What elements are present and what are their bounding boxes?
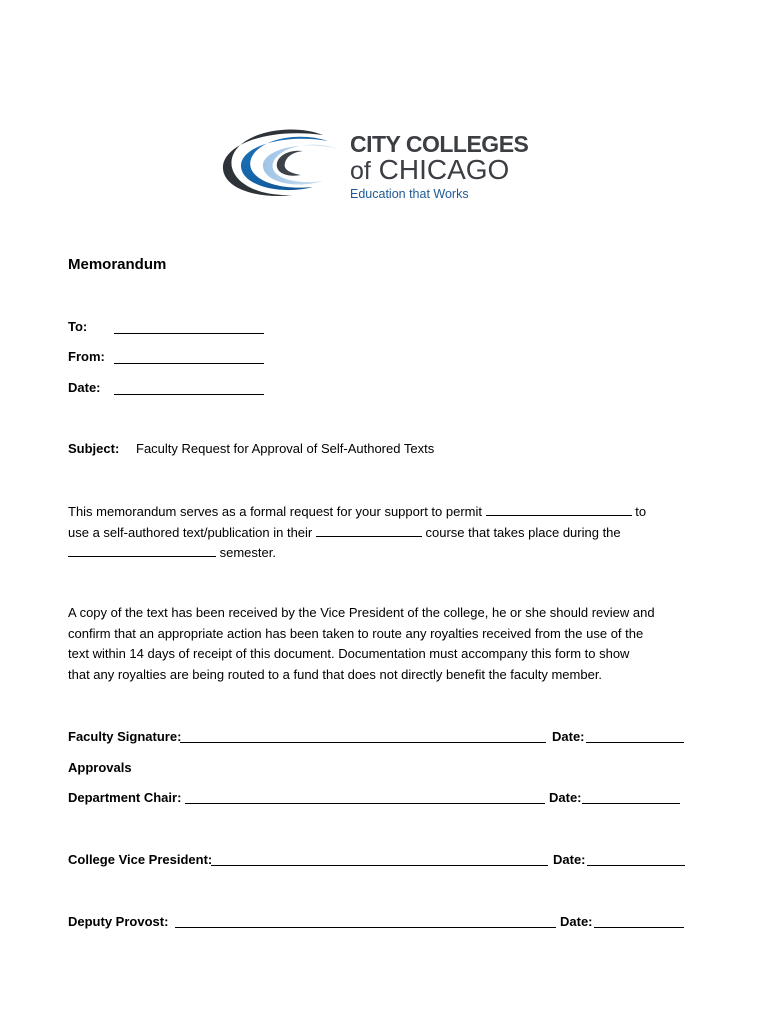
swoosh-logo-icon — [203, 125, 343, 213]
chair-signature-row[interactable] — [68, 790, 582, 806]
request-text-c: use a self-authored text/publication in their — [68, 524, 313, 540]
request-line-1 — [68, 502, 698, 523]
chair-signature-line[interactable] — [185, 803, 545, 804]
faculty-date-label: Date: — [552, 729, 585, 744]
city-colleges-logo — [203, 125, 565, 213]
faculty-signature-line[interactable] — [180, 742, 546, 743]
request-text-d: course that takes place during the — [425, 524, 621, 540]
royalties-line-3: text within 14 days of receipt of this document. Documentation must accompany this form to show — [68, 646, 630, 661]
request-text-b: to — [635, 504, 647, 519]
vp-signature-label: College Vice President: — [68, 852, 213, 867]
from-blank[interactable] — [114, 363, 264, 364]
logo-wordmark — [350, 131, 528, 202]
logo-tagline: Education that Works — [350, 187, 469, 201]
request-line-2 — [68, 523, 698, 544]
chair-signature-label: Department Chair: — [68, 790, 182, 805]
logo-of: of — [350, 157, 371, 185]
to-blank[interactable] — [114, 333, 264, 334]
semester-blank[interactable] — [68, 545, 216, 557]
logo-chicago: CHICAGO — [378, 154, 510, 185]
provost-date-line[interactable] — [594, 927, 684, 928]
provost-signature-line[interactable] — [175, 927, 556, 928]
subject-label: Subject: — [68, 441, 120, 456]
chair-date-label: Date: — [549, 790, 582, 805]
faculty-date-line[interactable] — [586, 742, 684, 743]
chair-date-line[interactable] — [582, 803, 680, 804]
provost-signature-label: Deputy Provost: — [68, 914, 169, 929]
logo-line-of-chicago — [350, 155, 528, 186]
to-label: To: — [68, 319, 88, 334]
date-label: Date: — [68, 380, 101, 395]
vp-signature-line[interactable] — [211, 865, 548, 866]
subject-text: Faculty Request for Approval of Self-Authored Texts — [136, 441, 435, 456]
memo-title: Memorandum — [68, 256, 167, 273]
date-blank[interactable] — [114, 394, 264, 395]
provost-date-label: Date: — [560, 914, 593, 929]
faculty-signature-row[interactable] — [68, 729, 585, 745]
provost-signature-row[interactable] — [68, 914, 593, 930]
vp-date-label: Date: — [553, 852, 586, 867]
faculty-signature-label: Faculty Signature: — [68, 729, 182, 744]
royalties-line-4: that any royalties are being routed to a fund that does not directly benefit the faculty member. — [68, 666, 603, 682]
royalties-paragraph — [68, 603, 698, 685]
course-blank[interactable] — [316, 525, 422, 537]
request-text-a: This memorandum serves as a formal request for your support to permit — [68, 504, 482, 519]
vp-signature-row[interactable] — [68, 852, 586, 868]
approvals-heading: Approvals — [68, 760, 132, 775]
from-label: From: — [68, 349, 105, 364]
royalties-line-1: A copy of the text has been received by the Vice President of the college, he or she should review and — [68, 605, 655, 620]
permit-name-blank[interactable] — [486, 504, 632, 516]
request-line-3 — [68, 543, 698, 564]
request-text-e: semester. — [219, 545, 276, 560]
vp-date-line[interactable] — [587, 865, 685, 866]
royalties-line-2: confirm that an appropriate action has been taken to route any royalties received from the use of the — [68, 625, 644, 641]
request-paragraph — [68, 502, 698, 564]
logo-line-city-colleges: CITY COLLEGES — [350, 131, 529, 157]
